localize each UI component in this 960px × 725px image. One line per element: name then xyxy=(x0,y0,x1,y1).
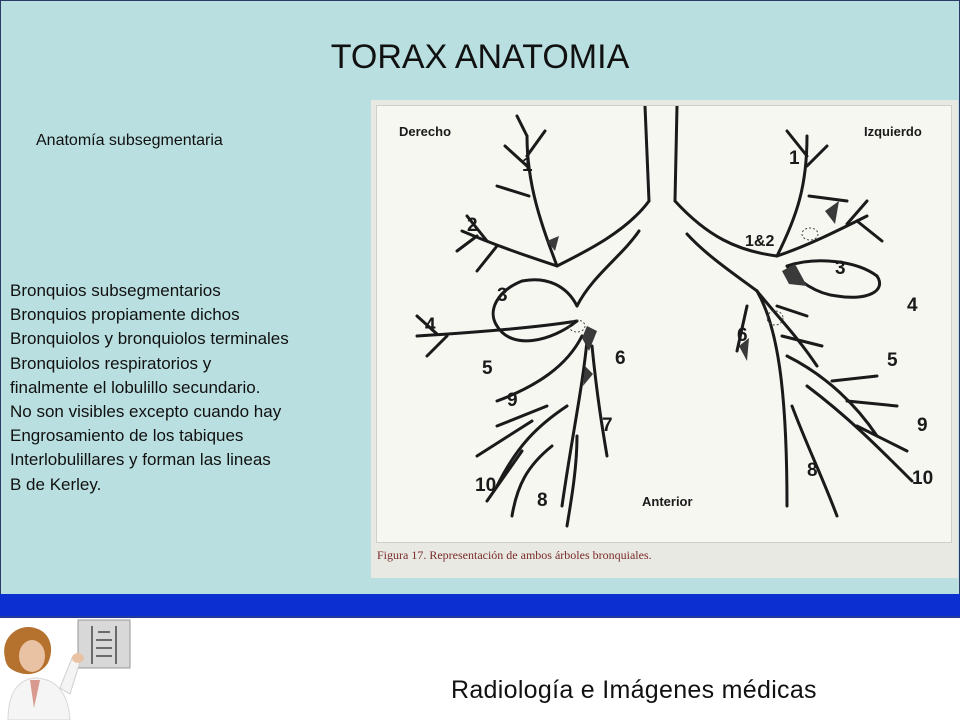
body-line: Bronquios propiamente dichos xyxy=(10,305,240,325)
right-segment-6: 6 xyxy=(615,348,626,369)
body-line: Bronquios subsegmentarios xyxy=(10,281,221,300)
xray-film xyxy=(78,620,130,668)
bronchial-tree-drawing xyxy=(377,106,951,542)
doctor-with-xray-image xyxy=(0,618,160,720)
body-line: finalmente el lobulillo secundario. xyxy=(10,377,261,397)
slide-subtitle: Anatomía subsegmentaria xyxy=(36,132,223,149)
left-segment-10: 10 xyxy=(912,468,934,489)
right-segment-9: 9 xyxy=(507,390,518,411)
figure-caption: Figura 17. Representación de ambos árboles bronquiales. xyxy=(377,548,652,562)
body-text xyxy=(10,279,410,497)
left-segment-4: 4 xyxy=(907,295,918,316)
right-segment-3: 3 xyxy=(497,285,508,306)
label-izquierdo: Izquierdo xyxy=(864,124,922,139)
left-upper-dotted-marker xyxy=(802,228,818,240)
left-segment-1: 1 xyxy=(789,148,800,169)
left-segment-9: 9 xyxy=(917,415,928,436)
body-line: B de Kerley. xyxy=(10,474,102,494)
left-segment-1-2: 1&2 xyxy=(745,233,775,250)
bronchial-tree-figure xyxy=(371,100,958,578)
left-segment-5: 5 xyxy=(887,350,898,371)
right-segment-2: 2 xyxy=(467,215,478,236)
slide-title: TORAX ANATOMIA xyxy=(330,38,630,76)
right-segment-8: 8 xyxy=(537,490,548,511)
body-line: Bronquiolos respiratorios y xyxy=(10,353,212,373)
right-segment-1: 1 xyxy=(522,155,533,176)
right-segment-10: 10 xyxy=(475,475,497,496)
figure-drawing-area xyxy=(376,105,952,543)
label-anterior: Anterior xyxy=(642,494,693,509)
label-derecho: Derecho xyxy=(399,124,452,139)
left-segment-6: 6 xyxy=(737,325,748,346)
right-segment-4: 4 xyxy=(425,315,436,336)
right-segment-7: 7 xyxy=(602,415,613,436)
body-line: No son visibles excepto cuando hay xyxy=(10,402,282,422)
footer-title: Radiología e Imágenes médicas xyxy=(451,676,817,704)
footer-band xyxy=(0,594,960,616)
body-line: Bronquiolos y bronquiolos terminales xyxy=(10,329,289,349)
left-segment-3: 3 xyxy=(835,258,846,279)
body-line: Interlobulillares y forman las lineas xyxy=(10,450,271,470)
body-line: Engrosamiento de los tabiques xyxy=(10,426,244,446)
left-segment-8: 8 xyxy=(807,460,818,481)
right-segment-5: 5 xyxy=(482,358,493,379)
